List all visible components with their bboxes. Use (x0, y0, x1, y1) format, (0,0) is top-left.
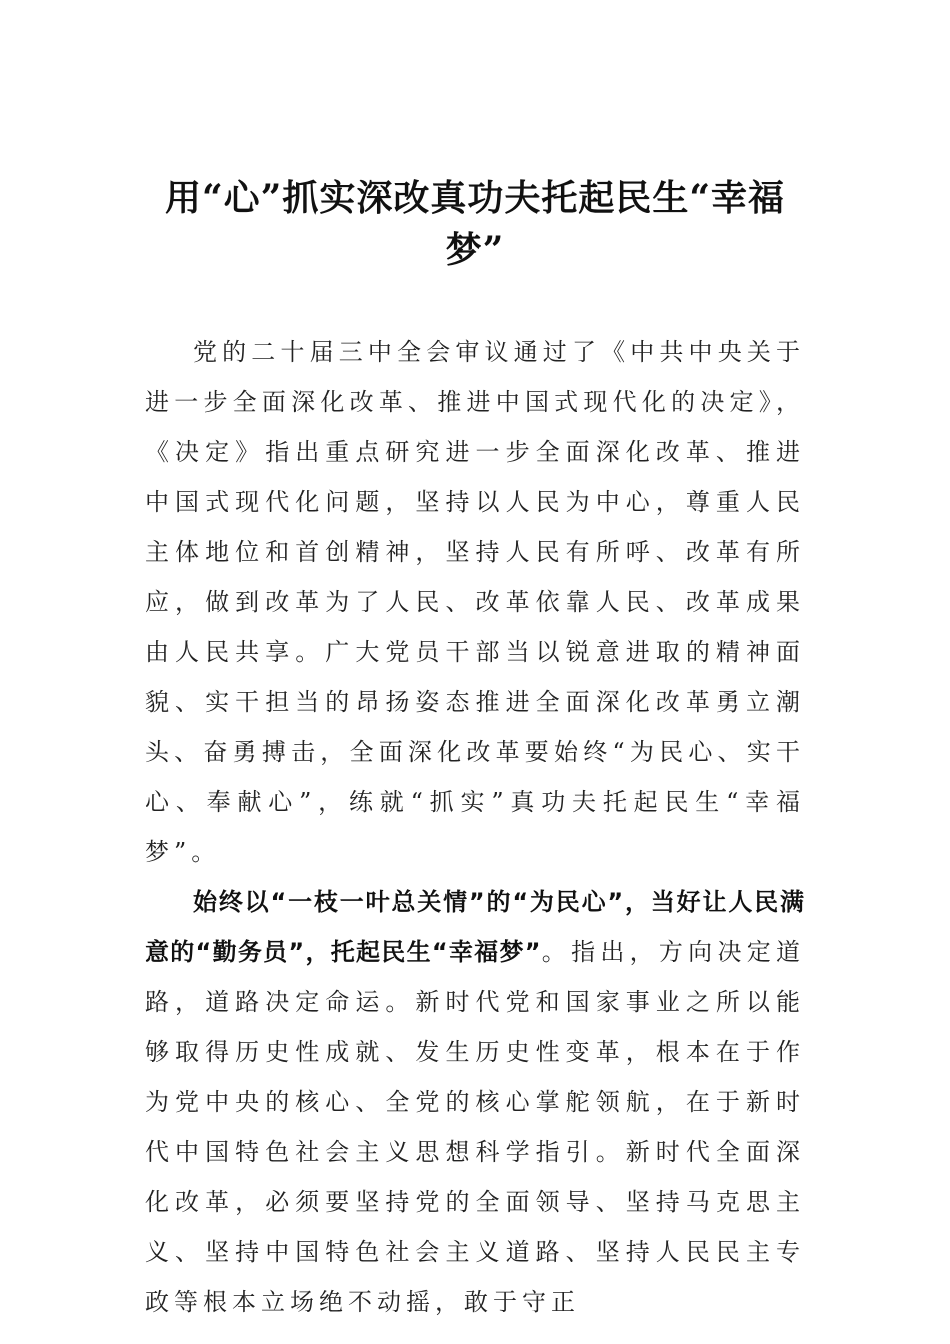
document-body (145, 327, 805, 1327)
paragraph-section-one (145, 877, 805, 1327)
paragraph-intro (145, 327, 805, 877)
document-title: 用“心”抓实深改真功夫托起民生“幸福梦” (164, 177, 786, 271)
paragraph-text: 。指出，方向决定道路，道路决定命运。新时代党和国家事业之所以能够取得历史性成就、发生历史性变革，根本在于作为党中央的核心、全党的核心掌舵领航，在于新时代中国特色社会主义思想科学指引。新时代全面深化改革，必须要坚持党的全面领导、坚持马克思主义、坚持中国特色社会主义道路、坚持人民民主专政等根本立场绝不动摇，敢于守正 (145, 938, 806, 1316)
section-heading: 始终以“一枝一叶总关情”的“为民心”，当好让人民满意的“勤务员”，托起民生“幸福梦” (145, 888, 805, 966)
paragraph-text: 党的二十届三中全会审议通过了《中共中央关于进一步全面深化改革、推进中国式现代化的决定》，《决定》指出重点研究进一步全面深化改革、推进中国式现代化问题，坚持以人民为中心，尊重人民主体地位和首创精神，坚持人民有所呼、改革有所应，做到改革为了人民、改革依靠人民、改革成果由人民共享。广大党员干部当以锐意进取的精神面貌、实干担当的昂扬姿态推进全面深化改革勇立潮头、奋勇搏击，全面深化改革要始终“为民心、实干心、奉献心”，练就“抓实”真功夫托起民生“幸福梦”。 (145, 338, 805, 866)
